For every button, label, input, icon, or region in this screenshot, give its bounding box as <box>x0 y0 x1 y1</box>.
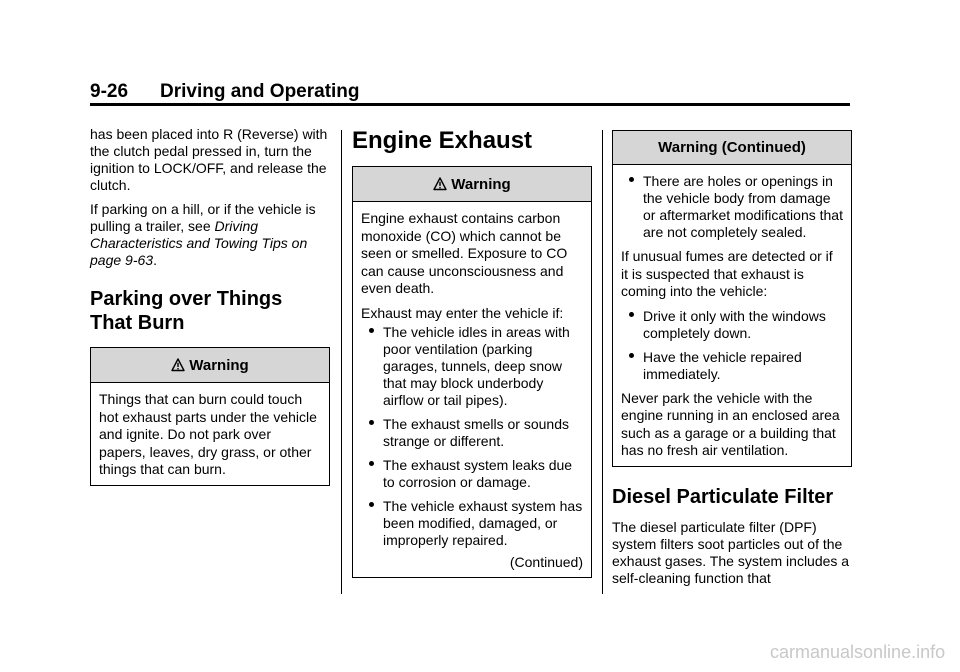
column-2 <box>352 126 592 578</box>
list-item: Drive it only with the windows completely down. <box>643 308 843 342</box>
warning-box-exhaust <box>352 166 592 578</box>
exhaust-bullet-list <box>361 324 583 549</box>
warning-title: Warning <box>451 175 511 193</box>
list-item: The exhaust smells or sounds strange or different. <box>383 416 583 450</box>
warning-body <box>91 383 329 485</box>
fumes-paragraph: If unusual fumes are detected or if it is suspected that exhaust is coming into the vehicle: <box>621 248 833 299</box>
warning-body <box>613 165 851 466</box>
parking-hill-text: If parking on a hill, or if the vehicle is pulling a trailer, see <box>90 201 316 234</box>
list-item: There are holes or openings in the vehicle body from damage or aftermarket modifications that are not completely sealed. <box>643 173 843 240</box>
warning-title: Warning <box>189 356 249 374</box>
list-item: The exhaust system leaks due to corrosion or damage. <box>383 457 583 491</box>
warning-box-burn <box>90 347 330 486</box>
list-item: The vehicle exhaust system has been modified, damaged, or improperly repaired. <box>383 498 583 548</box>
column-divider <box>341 130 342 594</box>
warning-header <box>353 167 591 202</box>
warning-title: Warning (Continued) <box>658 139 806 156</box>
warning-box-continued <box>612 130 852 467</box>
parking-over-things-heading: Parking over Things That Burn <box>90 288 283 334</box>
intro-paragraph: has been placed into R (Reverse) with the clutch pedal pressed in, turn the ignition to LOCK/OFF, and release the clutch. <box>90 126 328 193</box>
dpf-paragraph: The diesel particulate filter (DPF) system filters soot particles out of the exhaust gases. The system includes a self-cleaning function that <box>612 518 850 586</box>
section-title: Driving and Operating <box>160 81 360 102</box>
parking-hill-paragraph <box>90 201 330 269</box>
site-watermark: carmanualsonline.info <box>770 642 946 662</box>
page-header <box>90 80 850 106</box>
warning-triangle-icon <box>171 358 185 372</box>
column-3 <box>612 130 852 587</box>
diesel-particulate-filter-heading: Diesel Particulate Filter <box>612 485 834 508</box>
column-1 <box>90 126 330 486</box>
warning-paragraph: Exhaust may enter the vehicle if: <box>361 304 564 321</box>
warning-header <box>91 348 329 383</box>
parking-hill-end: . <box>153 252 157 268</box>
warning-body <box>353 202 591 577</box>
column-divider <box>602 130 603 594</box>
warning-triangle-icon <box>433 177 447 191</box>
list-item: The vehicle idles in areas with poor ventilation (parking garages, tunnels, deep snow that may block underbody airflow or tail pipes). <box>383 324 583 409</box>
engine-exhaust-heading: Engine Exhaust <box>352 127 533 154</box>
towing-tips-link[interactable]: Driving Characteristics and Towing Tips on page 9-63 <box>90 218 308 268</box>
fumes-bullet-list <box>621 308 843 383</box>
page-number: 9-26 <box>90 81 129 102</box>
list-item: Have the vehicle repaired immediately. <box>643 349 843 383</box>
warning-header <box>613 131 851 165</box>
holes-bullet-list <box>621 173 843 241</box>
never-park-paragraph: Never park the vehicle with the engine running in an enclosed area such as a garage or a building that has no fresh air ventilation. <box>621 389 840 458</box>
warning-text: Things that can burn could touch hot exhaust parts under the vehicle and ignite. Do not park over papers, leaves, dry grass, or other things that can burn. <box>99 391 317 477</box>
warning-paragraph: Engine exhaust contains carbon monoxide (CO) which cannot be seen or smelled. Exposure to CO can cause unconsciousness and even death. <box>361 210 568 296</box>
continued-label: (Continued) <box>509 554 583 570</box>
